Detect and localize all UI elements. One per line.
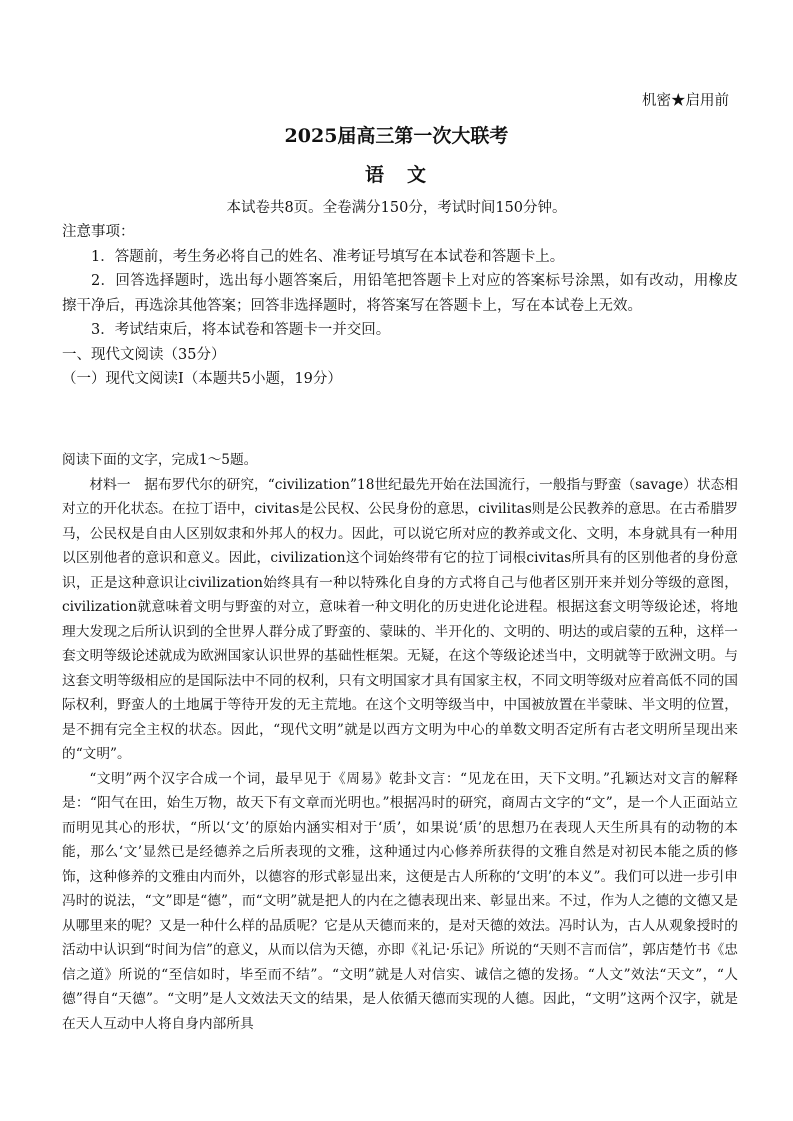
exam-title: 2025届高三第一次大联考 <box>284 125 509 147</box>
note-item: 1．答题前，考生务必将自己的姓名、准考证号填写在本试卷和答题卡上。 <box>91 248 565 265</box>
confidential-label: 机密★启用前 <box>642 93 729 109</box>
section-title: 一、现代文阅读（35分） <box>62 346 226 363</box>
passage-paragraph: 材料一 据布罗代尔的研究，“civilization”18世纪最先开始在法国流行，一般指与野蛮（savage）状态相对立的开化状态。在拉丁语中，civitas是公民权、公民身份的意思，civilitas则是公民教养的意思。在古希腊罗马，公民权是自由人区别奴隶和外邦人的权力。因此，可以说它所对应的教养或文化、文明，本身就具有一种用以区别他者的意识和意义。因此，civilization这个词始终带有它的拉丁词根civitas所具有的区别他者的身份意识，正是这种意识让civilization始终具有一种以特殊化自身的方式将自己与他者区别开来并划分等级的意图，civilization就意味着文明与野蛮的对立，意味着一种文明化的历史进化论进程。根据这套文明等级论述，将地理大发现之后所认识到的全世界人群分成了野蛮的、蒙昧的、半开化的、文明的、明达的或启蒙的五种，这样一套文明等级论述就成为欧洲国家认识世界的基础性框架。无疑，在这个等级论述当中，文明就等于欧洲文明。与这套文明等级相应的是国际法中不同的权利，只有文明国家才具有国家主权，不同文明等级对应着高低不同的国际权利，野蛮人的土地属于等待开发的无主荒地。在这个文明等级当中，中国被放置在半蒙昧、半文明的位置，是不拥有完全主权的状态。因此，“现代文明”就是以西方文明为中心的单数文明否定所有古老文明所呈现出来的“文明”。 <box>62 476 738 762</box>
note-item: 3．考试结束后，将本试卷和答题卡一并交回。 <box>91 322 391 338</box>
instructions-block <box>62 220 738 392</box>
notes-heading: 注意事项： <box>62 224 135 240</box>
reading-instruction: 阅读下面的文字，完成1～5题。 <box>62 452 258 468</box>
subject-title: 语 文 <box>364 164 428 186</box>
reading-passage <box>62 448 738 1036</box>
note-item: 2．回答选择题时，选出每小题答案后，用铅笔把答题卡上对应的答案标号涂黑，如有改动，用橡皮擦干净后，再选涂其他答案；回答非选择题时，将答案写在答题卡上，写在本试卷上无效。 <box>62 273 738 314</box>
section-subtitle: （一）现代文阅读Ⅰ（本题共5小题，19分） <box>62 371 342 387</box>
passage-paragraph: “文明”两个汉字合成一个词，最早见于《周易》乾卦文言：“见龙在田，天下文明。”孔颖达对文言的解释是：“阳气在田，始生万物，故天下有文章而光明也。”根据冯时的研究，商周古文字的“文”，是一个人正面站立而明见其心的形状，“所以‘文’的原始内涵实相对于‘质’，如果说‘质’的思想乃在表现人天生所具有的动物的本能，那么‘文’显然已是经德养之后所表现的文雅，这种通过内心修养所获得的文雅自然是对初民本能之质的修饰，这种修养的文雅由内而外，以德容的形式彰显出来，这便是古人所称的‘文明’的本义”。我们可以进一步引申冯时的说法，“文”即是“德”，而“文明”就是把人的内在之德表现出来、彰显出来。不过，作为人之德的文德又是从哪里来的呢？又是一种什么样的品质呢？它是从天德而来的，是对天德的效法。冯时认为，古人从观象授时的活动中认识到“时间为信”的意义，从而以信为天德，亦即《礼记·乐记》所说的“天则不言而信”，郭店楚竹书《忠信之道》所说的“至信如时，毕至而不结”。“文明”就是人对信实、诚信之德的发扬。“人文”效法“天文”，“人德”得自“天德”。“文明”是人文效法天文的结果，是人依循天德而实现的人德。因此，“文明”这两个汉字，就是在天人互动中人将自身内部所具 <box>62 770 738 1032</box>
exam-info: 本试卷共8页。全卷满分150分，考试时间150分钟。 <box>226 200 567 216</box>
